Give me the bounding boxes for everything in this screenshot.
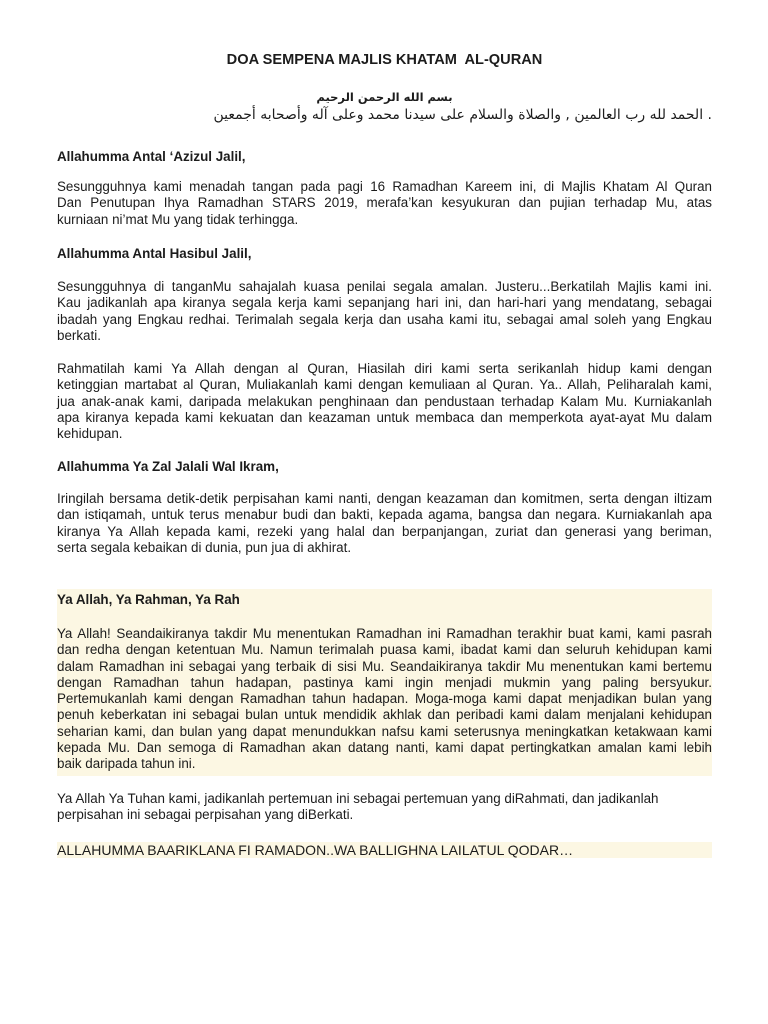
bismillah-line: بسم الله الرحمن الرحيم — [316, 90, 453, 104]
text-line: kehidupan. — [57, 426, 123, 441]
opening-arabic-line: . الحمد لله رب العالمين , والصلاة والسلام على سيدنا محمد وعلى آله وأصحابه أجمعين — [213, 107, 712, 123]
text-line: dan redha dengan ketentuan Mu. Namun terimalah puasa kami, ibadat kami dan seluruh kehidupan kami — [57, 642, 712, 658]
text-line: Ya Allah Ya Tuhan kami, jadikanlah pertemuan ini sebagai pertemuan yang diRahmati, dan jadikanlah — [57, 791, 659, 806]
section-heading-azizul-jalil: Allahumma Antal ‘Azizul Jalil, — [57, 149, 246, 164]
paragraph-quran-mercy — [57, 361, 712, 442]
paragraph-closing — [57, 791, 712, 824]
paragraph-ramadhan-plea — [57, 626, 712, 772]
text-line: ibadah yang Engkau redhai. Terimalah segala kerja dan usaha kami itu, sebagai amal soleh yang Engkau — [57, 311, 712, 327]
text-line: dengan Ramadhan tahun hadapan, pastinya kami ingin menjadi mukmin yang paling bersyukur. — [57, 674, 712, 690]
text-line: Sesungguhnya di tanganMu sahajalah kuasa penilai segala amalan. Justeru...Berkatilah Majlis kami ini. — [57, 279, 712, 294]
text-line: perpisahan ini sebagai perpisahan yang diBerkati. — [57, 807, 354, 823]
text-line: Iringilah bersama detik-detik perpisahan kami nanti, dengan keazaman dan komitmen, serta dengan iltizam — [57, 491, 712, 506]
text-line: Dan Penutupan Ihya Ramadhan STARS 2019, merafa’kan kesyukuran dan pujian terhadap Mu, atas — [57, 195, 712, 211]
text-line: penuh keberkatan ini sebagai bulan untuk mendidik akhlak dan peribadi kami dalam menjalani kehidupan — [57, 707, 712, 723]
text-line: Rahmatilah kami Ya Allah dengan al Quran, Hiasilah diri kami serta serikanlah hidup kami dengan — [57, 361, 712, 376]
text-line: Pertemukanlah kami dengan Ramadhan tahun hadapan. Moga-moga kami dapat menjadikan bulan yang — [57, 691, 712, 706]
text-line: serta segala kebaikan di dunia, pun jua di akhirat. — [57, 539, 352, 555]
highlighted-section — [57, 589, 712, 776]
text-line: berkati. — [57, 327, 101, 343]
text-line: jua anak-anak kami, daripada melakukan penghinaan dan pendustaan terhadap Kalam Mu. Kurniakanlah — [57, 393, 712, 409]
text-line: seharian kami, dan bulan yang dapat menundukkan nafsu kami seterusnya meningkatkan ketakwaan kami — [57, 723, 712, 739]
closing-highlight-line: ALLAHUMMA BAARIKLANA FI RAMADON..WA BALLIGHNA LAILATUL QODAR… — [57, 842, 712, 858]
section-heading-ya-rahman: Ya Allah, Ya Rahman, Ya Rah — [57, 592, 240, 607]
text-line: dan istiqamah, untuk terus menabur budi dan bakti, kepada agama, bangsa dan negara. Kurniakanlah apa — [57, 507, 712, 523]
text-line: ketinggian martabat al Quran, Muliakanlah kami dengan kemuliaan al Quran. Ya.. Allah, Peliharalah kami, — [57, 377, 712, 393]
paragraph-farewell — [57, 491, 712, 556]
text-line: kurniaan ni’mat Mu yang tidak terhingga. — [57, 211, 299, 227]
text-line: kepada Mu. Dan semoga di Ramadhan akan datang nanti, kami dapat pertingkatkan amalan kami lebih — [57, 739, 712, 755]
text-line: apa kiranya kepada kami kekuatan dan keazaman untuk membaca dan memperkota ayat-ayat Mu dalam — [57, 409, 712, 425]
text-line: Ya Allah! Seandaikiranya takdir Mu menentukan Ramadhan ini Ramadhan terakhir buat kami, kami pasrah — [57, 626, 712, 641]
text-line: Sesungguhnya kami menadah tangan pada pagi 16 Ramadhan Kareem ini, di Majlis Khatam Al Quran — [57, 179, 712, 194]
text-line: dalam Ramadhan ini sebagai yang terbaik di sisi Mu. Seandaikiranya takdir Mu menentukan kami bertemu — [57, 658, 712, 674]
text-line: Kau jadikanlah apa kiranya segala kerja kami sepanjang hari ini, dan hari-hari yang mendatang, sebagai — [57, 295, 712, 311]
text-line: baik daripada tahun ini. — [57, 756, 196, 771]
text-line: kiranya Ya Allah kepada kami, rezeki yang halal dan berpanjangan, zuriat dan generasi yang beriman, — [57, 523, 712, 539]
document-title: DOA SEMPENA MAJLIS KHATAM AL-QURAN — [226, 52, 543, 68]
paragraph-gratitude — [57, 179, 712, 228]
paragraph-acceptance — [57, 279, 712, 344]
section-heading-hasibul-jalil: Allahumma Antal Hasibul Jalil, — [57, 246, 252, 261]
section-heading-zal-jalali: Allahumma Ya Zal Jalali Wal Ikram, — [57, 459, 279, 474]
